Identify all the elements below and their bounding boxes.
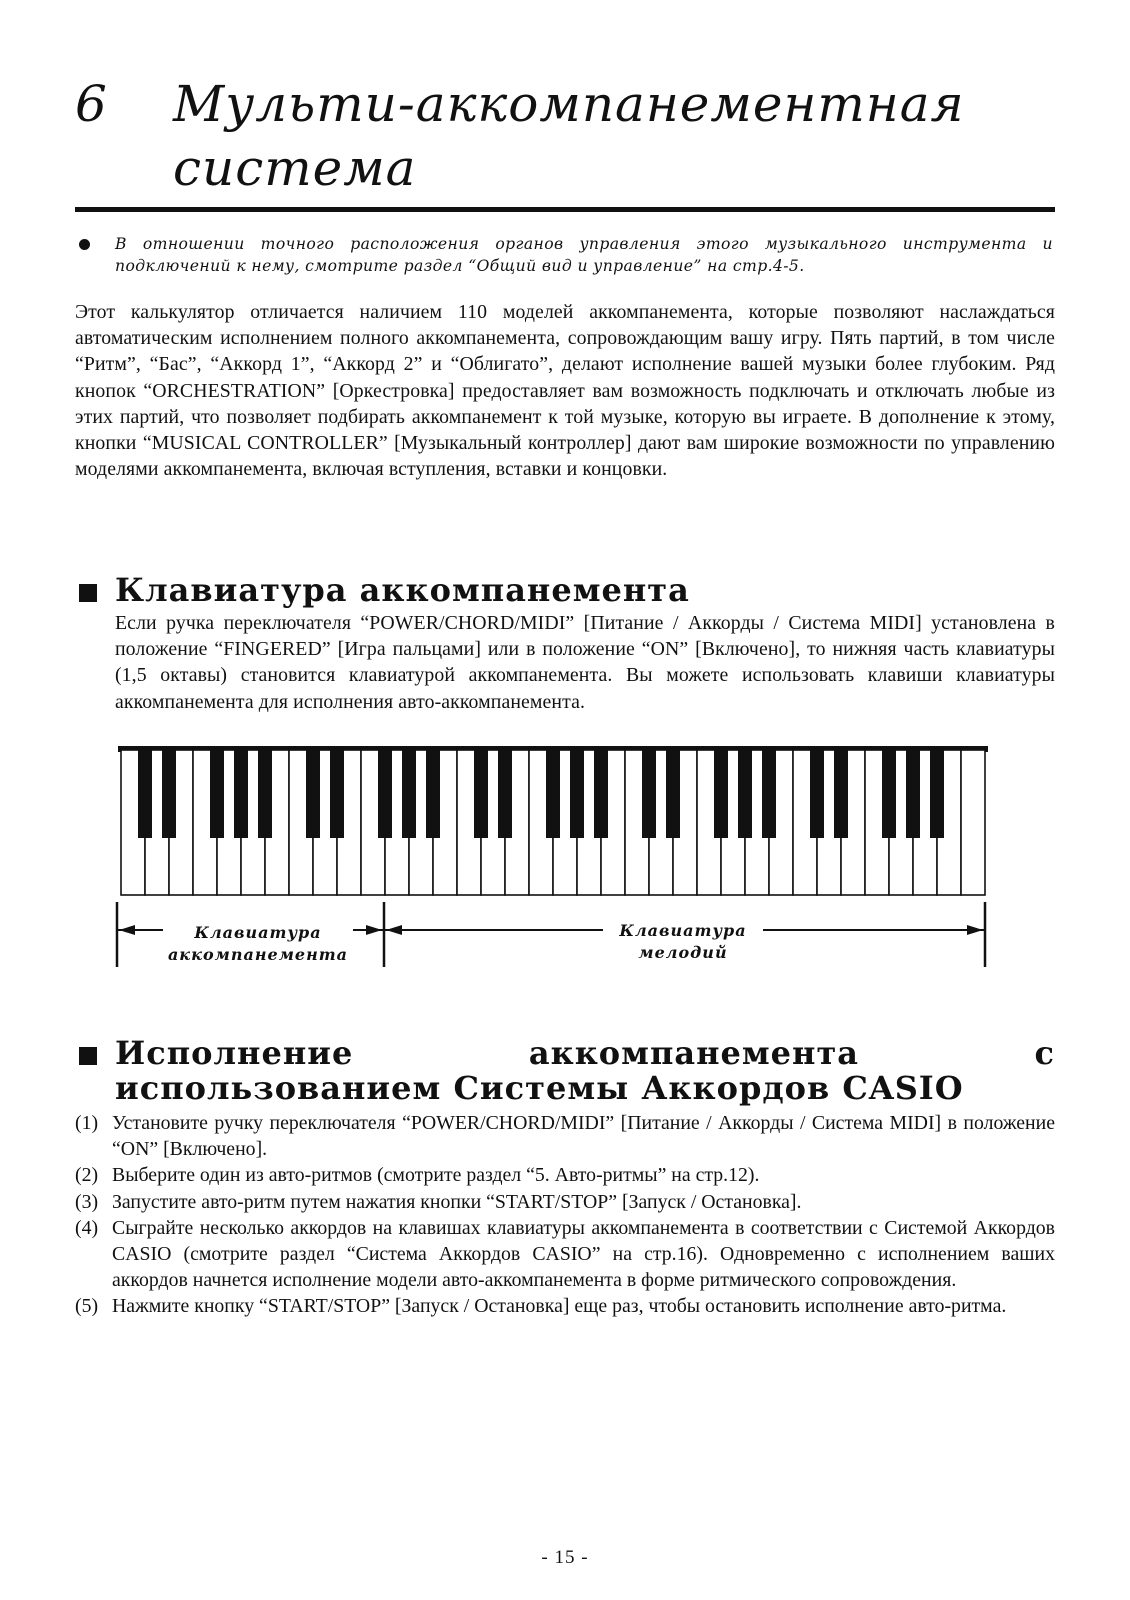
arrow-left-icon [386, 925, 402, 935]
step-text: Выберите один из авто-ритмов (смотрите раздел “5. Авто-ритмы” на стр.12). [112, 1164, 760, 1187]
step-item [75, 1110, 1055, 1162]
black-key [474, 750, 488, 838]
step-number: (3) [75, 1190, 99, 1213]
step-text: Запустите авто-ритм путем нажатия кнопки “START/STOP” [Запуск / Остановка]. [112, 1190, 802, 1213]
chapter-title-line1: Мульти-аккомпанементная [173, 75, 965, 133]
step-text: Нажмите кнопку “START/STOP” [Запуск / Остановка] еще раз, чтобы остановить исполнение авто-ритма. [112, 1295, 1007, 1318]
step-text: Сыграйте несколько аккордов на клавишах клавиатуры аккомпанемента в соответствии с Системой Аккордов CASIO (смотрите раздел “Система Аккордов CASIO” на стр.16). Одновременно с исполнением ваших аккордов начнется исполнение модели авто-аккомпанемента в форме ритмического сопровождения. [112, 1216, 1055, 1292]
square-bullet-icon [79, 584, 97, 602]
step-item [75, 1162, 1055, 1188]
melody-keyboard-label [603, 920, 763, 964]
melody-label-line1: Клавиатура [619, 921, 747, 940]
arrow-left-icon [119, 925, 135, 935]
melody-label-line2: мелодий [638, 943, 728, 962]
black-key [402, 750, 416, 838]
accompaniment-label-line2: аккомпанемента [167, 945, 349, 964]
keyboard-diagram [115, 742, 1015, 992]
step-number: (1) [75, 1112, 99, 1134]
section1-body: Если ручка переключателя “POWER/CHORD/MIDI” [Питание / Аккорды / Система MIDI] установлена в положение “FINGERED” [Игра пальцами] или в положение “ON” [Включено], то нижняя часть клавиатуры (1,5 октавы) становится клавиатурой аккомпанемента. Вы можете использовать клавиши клавиатуры аккомпанемента для исполнения авто-аккомпанемента. [115, 612, 1055, 713]
section-heading-text: Клавиатура аккомпанемента [115, 571, 690, 609]
black-key [258, 750, 272, 838]
black-key [378, 750, 392, 838]
step-number: (4) [75, 1216, 99, 1239]
black-key [906, 750, 920, 838]
black-key [882, 750, 896, 838]
black-key [810, 750, 824, 838]
bullet-icon [79, 239, 90, 250]
black-key [714, 750, 728, 838]
black-key [546, 750, 560, 838]
black-key [666, 750, 680, 838]
arrow-right-icon [366, 925, 382, 935]
intro-paragraph: Этот калькулятор отличается наличием 110 моделей аккомпанемента, которые позволяют наслаждаться автоматическим исполнением полного аккомпанемента, сопровождающим вашу игру. Пять партий, в том числе “Ритм”, “Бас”, “Аккорд 1”, “Аккорд 2” и “Облигато”, делают исполнение вашей музыки более глубоким. Ряд кнопок “ORCHESTRATION” [Оркестровка] предоставляет вам возможность подключать и отключать любые из этих партий, что позволяет подбирать аккомпанемент к той музыке, которую вы играете. В дополнение к этому, кнопки “MUSICAL CONTROLLER” [Музыкальный контроллер] дают вам широкие возможности по управлению моделями аккомпанемента, включая вступления, вставки и концовки. [75, 301, 1055, 481]
black-key [330, 750, 344, 838]
accompaniment-label-line1: Клавиатура [194, 923, 322, 942]
black-key [594, 750, 608, 838]
step-number: (5) [75, 1295, 99, 1318]
black-key [834, 750, 848, 838]
black-key [762, 750, 776, 838]
black-key [738, 750, 752, 838]
black-key [138, 750, 152, 838]
reference-note-text: В отношении точного расположения органов управления этого музыкального инструмента и подключений к нему, смотрите раздел “Общий вид и управление” на стр.4-5. [115, 235, 1053, 275]
title-rule [75, 207, 1055, 212]
chapter-title-line2: система [173, 139, 417, 197]
black-key [426, 750, 440, 838]
black-key [570, 750, 584, 838]
step-item [75, 1293, 1055, 1319]
chapter-number: 6 [75, 75, 108, 133]
black-key [234, 750, 248, 838]
square-bullet-icon [79, 1047, 97, 1065]
black-key [498, 750, 512, 838]
steps-list [75, 1110, 1055, 1320]
page-number: - 15 - [541, 1547, 589, 1568]
step-text: Установите ручку переключателя “POWER/CHORD/MIDI” [Питание / Аккорды / Система MIDI] в положение “ON” [Включено]. [112, 1112, 1055, 1161]
section-heading-text: Исполнение аккомпанемента с использованием Системы Аккордов CASIO [115, 1034, 1055, 1107]
step-item [75, 1189, 1055, 1215]
black-key [306, 750, 320, 838]
accompaniment-keyboard-label [163, 922, 353, 966]
step-number: (2) [75, 1164, 99, 1187]
black-key [162, 750, 176, 838]
black-key [210, 750, 224, 838]
step-item [75, 1215, 1055, 1294]
arrow-right-icon [967, 925, 983, 935]
black-key [930, 750, 944, 838]
white-key [961, 750, 985, 895]
black-key [642, 750, 656, 838]
